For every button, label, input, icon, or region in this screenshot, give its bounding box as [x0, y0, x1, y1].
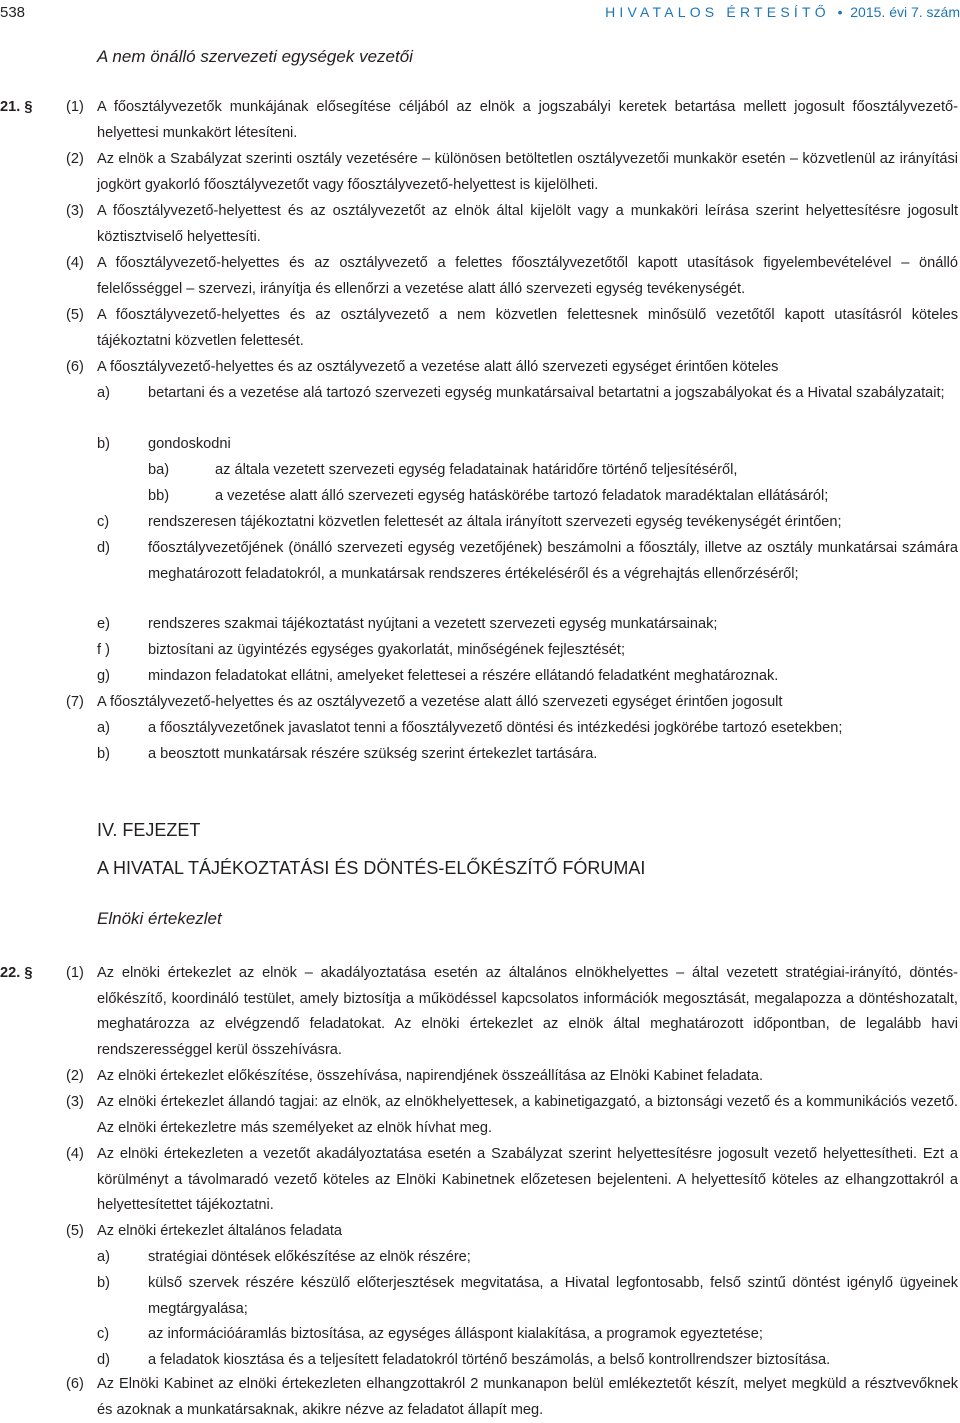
paragraph-number: (1) [66, 99, 84, 115]
issue-label: 2015. évi 7. szám [850, 4, 960, 20]
list-marker: e) [97, 616, 110, 632]
paragraph-number: (4) [66, 1146, 84, 1162]
running-header [605, 0, 960, 26]
paragraph-number: (4) [66, 255, 84, 271]
list-item: gondoskodni [148, 436, 231, 452]
list-marker: d) [97, 1352, 110, 1368]
list-item: külső szervek részére készülő előterjesztések megvitatása, a Hivatal legfontosabb, felső szintű döntést igénylő ügyeinek megtárgyalása; [148, 1275, 958, 1317]
list-marker: f ) [97, 642, 110, 658]
paragraph-text: A főosztályvezetők munkájának elősegítése céljából az elnök a jogszabályi keretek betartása mellett jogosult főosztályvezető-helyettesi munkakört létesíteni. [97, 99, 958, 141]
paragraph-text: A főosztályvezető-helyettes és az osztályvezető a vezetése alatt álló szervezeti egységet érintően köteles [97, 359, 779, 375]
paragraph-text: Az Elnöki Kabinet az elnöki értekezleten elhangzottakról 2 munkanapon belül emlékeztetőt készít, melyet megküld a résztvevőknek és azoknak a munkatársaknak, akikre nézve az feladatot állapít meg. [97, 1376, 958, 1418]
list-marker: b) [97, 1275, 110, 1291]
list-marker: a) [97, 385, 110, 401]
list-item: az információáramlás biztosítása, az egységes álláspont kialakítása, a programok egyeztetése; [148, 1326, 763, 1342]
list-marker: b) [97, 746, 110, 762]
section-subheading: A nem önálló szervezeti egységek vezetői [97, 47, 413, 66]
chapter-title: A HIVATAL TÁJÉKOZTATÁSI ÉS DÖNTÉS-ELŐKÉSZÍTŐ FÓRUMAI [97, 858, 646, 878]
paragraph-text: A főosztályvezető-helyettes és az osztályvezető a felettes főosztályvezetőtől kapott utasítások figyelembevételével – önálló felelősséggel – szervezi, irányítja és ellenőrzi a vezetése alatt álló szervezeti egység tevékenységét. [97, 255, 958, 297]
paragraph-text: A főosztályvezető-helyettes és az osztályvezető a nem közvetlen felettesnek minősülő vezetőtől kapott utasításról köteles tájékoztatni közvetlen felettesét. [97, 307, 958, 349]
list-marker: c) [97, 1326, 110, 1342]
chapter-number: IV. FEJEZET [97, 820, 201, 840]
paragraph-number: (3) [66, 203, 84, 219]
sublist-item: a vezetése alatt álló szervezeti egység hatáskörébe tartozó feladatok maradéktalan ellátásáról; [215, 488, 829, 504]
list-item: stratégiai döntések előkészítése az elnök részére; [148, 1249, 471, 1265]
paragraph-text: Az elnöki értekezlet általános feladata [97, 1223, 343, 1239]
paragraph-text: A főosztályvezető-helyettes és az osztályvezető a vezetése alatt álló szervezeti egységet érintően jogosult [97, 694, 783, 710]
list-marker: d) [97, 540, 110, 556]
chapter-subtitle: Elnöki értekezlet [97, 909, 222, 928]
paragraph-text: Az elnöki értekezlet állandó tagjai: az elnök, az elnökhelyettesek, a kabinetigazgató, a biztonsági vezető és a kommunikációs vezető. Az elnöki értekezletre más személyeket az elnök hívhat meg. [97, 1094, 958, 1136]
paragraph-number: (3) [66, 1094, 84, 1110]
list-item: rendszeresen tájékoztatni közvetlen felettesét az általa irányított szervezeti egység tevékenységét érintően; [148, 514, 842, 530]
paragraph-number: (1) [66, 965, 84, 981]
page-number: 538 [0, 4, 26, 21]
sublist-marker: bb) [148, 488, 170, 504]
list-item: rendszeres szakmai tájékoztatást nyújtani a vezetett szervezeti egység munkatársainak; [148, 616, 718, 632]
header-bullet: • [837, 4, 843, 20]
section-number: 21. § [0, 99, 33, 115]
list-marker: a) [97, 1249, 110, 1265]
list-marker: a) [97, 720, 110, 736]
paragraph-number: (6) [66, 1376, 84, 1392]
paragraph-text: A főosztályvezető-helyettest és az osztályvezetőt az elnök által kijelölt vagy a munkaköri leírása szerint helyettesítésre jogosult köztisztviselő helyettesíti. [97, 203, 958, 245]
list-item: betartani és a vezetése alá tartozó szervezeti egység munkatársaival betartatni a jogszabályokat és a Hivatal szabályzatait; [148, 385, 945, 401]
paragraph-number: (5) [66, 307, 84, 323]
list-marker: g) [97, 668, 110, 684]
list-marker: b) [97, 436, 110, 452]
paragraph-text: Az elnöki értekezleten a vezetőt akadályoztatása esetén a Szabályzat szerint helyettesítésre jogosult vezető helyettesítheti. Ezt a körülményt a távolmaradó vezető köteles az Elnöki Kabinetnek előzetesen bejelenteni. A helyettesítő köteles az elhangzottakról a helyettesítettet tájékoztatni. [97, 1146, 958, 1214]
sublist-marker: ba) [148, 462, 170, 478]
sublist-item: az általa vezetett szervezeti egység feladatainak határidőre történő teljesítéséről, [215, 462, 738, 478]
paragraph-text: Az elnöki értekezlet az elnök – akadályoztatása esetén az általános elnökhelyettes – által vezetett stratégiai-irányító, döntés-előkészítő, koordináló testület, amely biztosítja a működéssel kapcsolatos információk megosztását, megalapozza a döntéshozatalt, meghatározza az elvégzendő feladatokat. Az elnöki értekezlet az elnök által meghatározott időpontban, de legalább havi rendszerességgel kerül összehívásra. [97, 965, 958, 1058]
section-number: 22. § [0, 965, 33, 981]
list-item: a beosztott munkatársak részére szükség szerint értekezlet tartására. [148, 746, 598, 762]
list-item: a főosztályvezetőnek javaslatot tenni a főosztályvezető döntési és intézkedési jogkörébe tartozó esetekben; [148, 720, 843, 736]
list-item: a feladatok kiosztása és a teljesített feladatokról történő beszámolás, a belső kontrollrendszer biztosítása. [148, 1352, 831, 1368]
list-marker: c) [97, 514, 110, 530]
paragraph-number: (6) [66, 359, 84, 375]
paragraph-number: (2) [66, 1068, 84, 1084]
list-item: mindazon feladatokat ellátni, amelyeket felettesei a részére ellátandó feladatként meghatároznak. [148, 668, 779, 684]
page-header [0, 0, 960, 26]
paragraph-number: (7) [66, 694, 84, 710]
paragraph-number: (2) [66, 151, 84, 167]
paragraph-number: (5) [66, 1223, 84, 1239]
journal-title: HIVATALOS ÉRTESÍTŐ [605, 4, 830, 20]
paragraph-text: Az elnöki értekezlet előkészítése, összehívása, napirendjének összeállítása az Elnöki Kabinet feladata. [97, 1068, 764, 1084]
list-item: főosztályvezetőjének (önálló szervezeti egység vezetőjének) beszámolni a főosztály, illetve az osztály munkatársai számára meghatározott feladatokról, a munkatársak rendszeres értékeléséről és a végrehajtás ellenőrzéséről; [148, 540, 958, 582]
list-item: biztosítani az ügyintézés egységes gyakorlatát, minőségének fejlesztését; [148, 642, 625, 658]
paragraph-text: Az elnök a Szabályzat szerinti osztály vezetésére – különösen betöltetlen osztályvezetői munkakör esetén – közvetlenül az irányítási jogkört gyakorló főosztályvezetőt vagy főosztályvezető-helyettest is kijelölheti. [97, 151, 958, 193]
